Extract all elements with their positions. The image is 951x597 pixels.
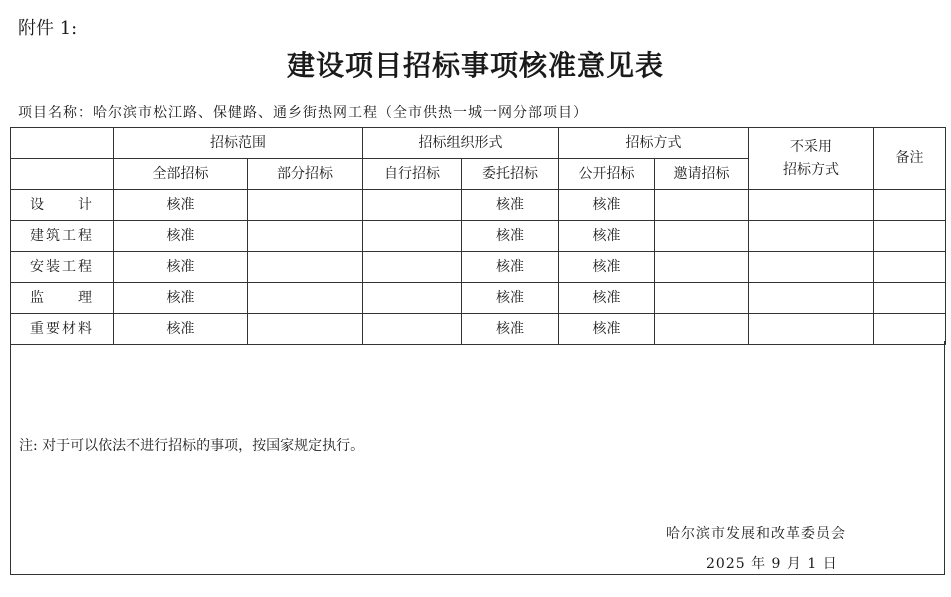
table-cell [363,190,462,221]
table-cell: 核准 [559,252,655,283]
table-cell [363,283,462,314]
row-label: 设 计 [11,190,114,221]
table-cell [655,314,749,345]
project-name: 项目名称：哈尔滨市松江路、保健路、通乡街热网工程（全市供热一城一网分部项目） [18,105,588,121]
approval-table [10,127,946,345]
header-remarks: 备注 [874,128,946,190]
table-cell [749,221,874,252]
subheader-invite: 邀请招标 [655,159,749,190]
subheader-entrusted: 委托招标 [462,159,559,190]
header-method: 招标方式 [559,128,749,159]
corner-cell [11,128,114,159]
table-row [11,190,946,221]
table-cell [363,221,462,252]
notes-box [10,341,945,575]
table-cell: 核准 [559,190,655,221]
issue-date: 2025 年 9 月 1 日 [706,556,838,572]
table-header-row-1 [11,128,946,159]
table-row [11,283,946,314]
table-cell: 核准 [114,190,248,221]
row-label: 安装工程 [11,252,114,283]
table-row [11,314,946,345]
table-cell [874,190,946,221]
subheader-public: 公开招标 [559,159,655,190]
table-cell [655,190,749,221]
row-label: 建筑工程 [11,221,114,252]
table-cell: 核准 [114,252,248,283]
table-cell: 核准 [462,314,559,345]
table-cell [248,190,363,221]
table-cell: 核准 [559,221,655,252]
row-label: 重要材料 [11,314,114,345]
table-cell [749,314,874,345]
table-cell: 核准 [559,314,655,345]
footnote: 注: 对于可以依法不进行招标的事项，按国家规定执行。 [19,438,365,454]
table-cell [363,314,462,345]
table-row [11,221,946,252]
document-title: 建设项目招标事项核准意见表 [286,49,664,82]
subheader-self: 自行招标 [363,159,462,190]
table-cell [248,314,363,345]
table-cell [874,283,946,314]
header-not-used [749,128,874,190]
table-cell [874,252,946,283]
table-cell [749,252,874,283]
table-cell [655,221,749,252]
issuing-organization: 哈尔滨市发展和改革委员会 [666,526,846,542]
attachment-label: 附件 1: [18,18,78,39]
table-row [11,252,946,283]
table-cell [248,283,363,314]
table-cell: 核准 [114,221,248,252]
table-cell: 核准 [114,283,248,314]
table-cell [874,221,946,252]
subheader-partial: 部分招标 [248,159,363,190]
table-cell: 核准 [462,252,559,283]
table-cell: 核准 [462,221,559,252]
table-cell: 核准 [559,283,655,314]
table-cell [248,221,363,252]
table-cell [655,252,749,283]
corner-cell-2 [11,159,114,190]
table-cell: 核准 [462,190,559,221]
table-cell: 核准 [462,283,559,314]
header-not-used-line2: 招标方式 [783,161,839,178]
table-cell [655,283,749,314]
header-not-used-line1: 不采用 [790,138,832,155]
table-cell [248,252,363,283]
header-organization: 招标组织形式 [363,128,559,159]
subheader-all: 全部招标 [114,159,248,190]
table-cell [749,190,874,221]
row-label: 监 理 [11,283,114,314]
table-cell [363,252,462,283]
table-cell: 核准 [114,314,248,345]
header-scope: 招标范围 [114,128,363,159]
table-cell [749,283,874,314]
table-cell [874,314,946,345]
